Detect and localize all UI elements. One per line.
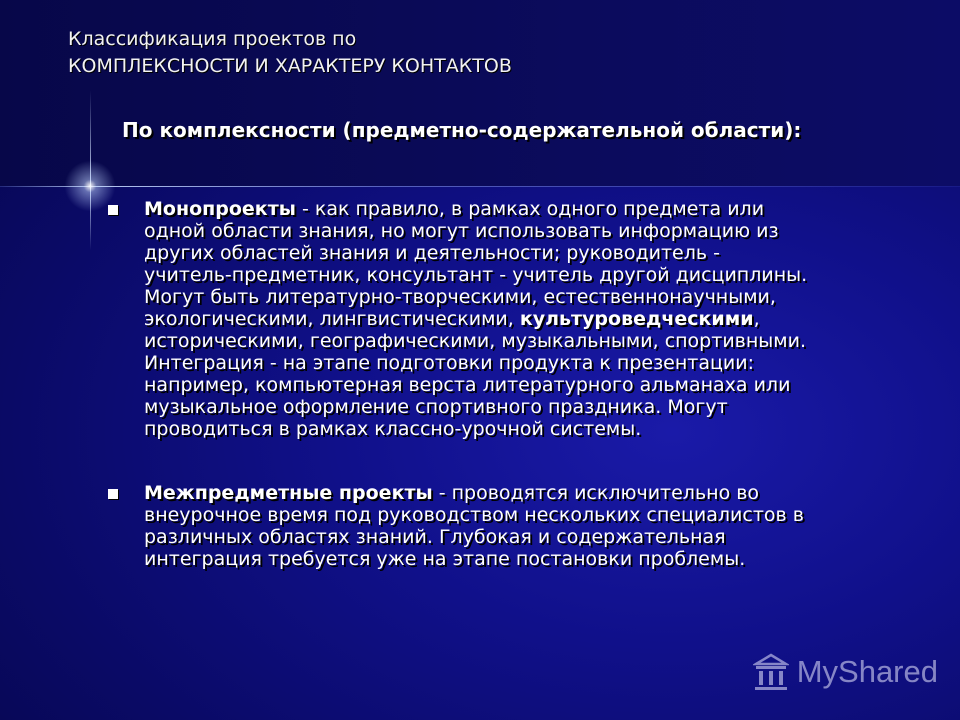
item-line: проводиться в рамках классно-урочной системы. [144,418,642,440]
item-line: Интеграция - на этапе подготовки продукта к презентации: [144,352,755,374]
building-icon [753,652,789,692]
bold-term: культуроведческими [519,308,754,330]
item-line: Монопроекты - как правило, в рамках одного предмета или [144,198,765,220]
slide-title [68,26,512,80]
square-bullet-icon [108,489,118,499]
slide-title-line-1: Классификация проектов по [68,28,357,50]
square-bullet-icon [108,205,118,215]
item-line: различных областях знаний. Глубокая и содержательная [144,526,726,548]
item-line: Межпредметные проекты - проводятся исключительно во [144,482,760,504]
item-line: одной области знания, но могут использовать информацию из [144,220,779,242]
list-item-monoprojects [100,198,950,440]
divider-line [0,186,960,187]
item-line: других областей знания и деятельности; руководитель - [144,242,720,264]
section-subtitle: По комплексности (предметно-содержательной области): [122,118,802,142]
item-line: Могут быть литературно-творческими, естественнонаучными, [144,286,776,308]
watermark-text: MyShared [796,654,938,689]
item-line: интеграция требуется уже на этапе постановки проблемы. [144,548,746,570]
item-term: Монопроекты [144,198,296,220]
list-item-interdisciplinary [100,482,950,570]
bullet-list [100,198,950,570]
item-line: историческими, географическими, музыкальными, спортивными. [144,330,807,352]
item-line: например, компьютерная верста литературного альманаха или [144,374,791,396]
watermark [753,652,938,692]
item-line: внеурочное время под руководством нескольких специалистов в [144,504,804,526]
item-line: учитель-предметник, консультант - учитель другой дисциплины. [144,264,808,286]
item-line: экологическими, лингвистическими, культуроведческими, [144,308,760,330]
item-term: Межпредметные проекты [144,482,433,504]
slide-title-line-2: КОМПЛЕКСНОСТИ И ХАРАКТЕРУ КОНТАКТОВ [68,55,512,77]
item-line: музыкальное оформление спортивного праздника. Могут [144,396,728,418]
